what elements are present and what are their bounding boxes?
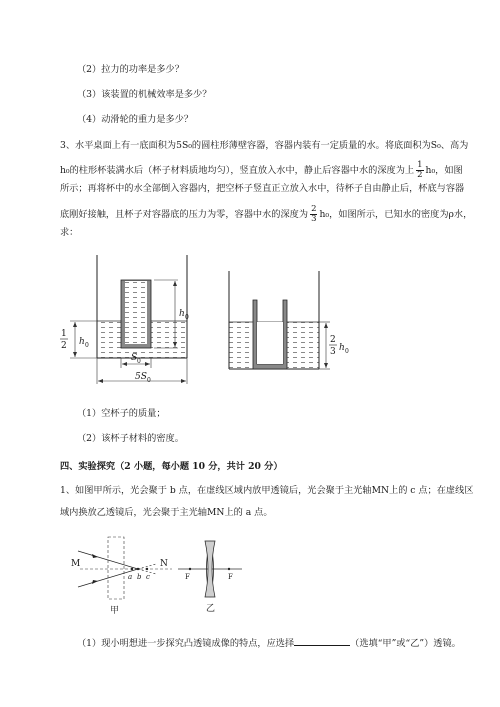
fraction-den: 2 [417,170,423,180]
label-yi: 乙 [206,604,216,614]
fraction-half [416,161,423,180]
label-N: N [160,559,168,569]
q1-text-a: （1）现小明想进一步探究凸透镜成像的特点，应选择 [77,638,295,649]
section4-heading: 四、实验探究（2 小题，每小题 10 分，共计 20 分） [60,461,283,472]
question-2: （2）拉力的功率是多少？ [77,64,184,75]
two-thirds-h-label: h [339,343,345,353]
problem3-line4-text: 底刚好接触，且杯子对容器底的压力为零，容器中水的深度为 [60,209,309,220]
label-F-right: F [228,573,233,581]
lens-panel-yi [178,541,242,614]
problem3-line5: 求： [60,227,79,238]
fraction-den: 3 [311,214,317,224]
half-h-sub: 0 [85,342,89,349]
section4-p1-line2: 域内换放乙透镜后，光会聚于主光轴MN上的 a 点。 [60,507,273,518]
problem3-sub1: （1）空杯子的质量； [77,408,166,419]
problem3-line1: 3、水平桌面上有一底面积为5S₀的圆柱形薄壁容器，容器内装有一定质量的水。将底面积为S₀、高为 [60,140,469,151]
problem3-line3: 所示；再将杯中的水全部倒入容器内，把空杯子竖直正立放入水中，待杯子自由静止后，杯底与容器 [60,183,465,194]
s0-label-sub: 0 [137,358,141,365]
two-thirds-num: 2 [330,335,336,345]
q1-text-b: （选填“甲”或“乙”）透镜。 [350,638,461,649]
5s0-label: 5S [135,372,147,382]
h0-label-sub: 0 [185,314,189,321]
question-3: （3）该装置的机械效率是多少？ [77,89,212,100]
label-c: c [146,573,150,581]
h0-label: h [179,309,185,319]
label-b: b [137,573,142,581]
s0-label: S [131,353,138,363]
fraction-two-thirds [310,205,317,224]
label-a: a [128,573,133,581]
problem3-line4 [60,205,472,224]
lens-panel-jia [71,537,172,616]
label-M: M [71,559,81,569]
problem3-line4-tail: h₀，如图所示，已知水的密度为ρ水， [319,209,473,220]
question-4: （4）动滑轮的重力是多少？ [77,114,194,125]
half-den: 2 [61,341,67,351]
label-jia: 甲 [110,606,120,616]
5s0-label-sub: 0 [147,377,151,384]
right-container [229,271,349,369]
problem3-line2 [60,161,463,180]
section4-q1 [77,636,461,650]
section4-p1-line1: 1、如图甲所示，光会聚于 b 点，在虚线区域内放甲透镜后，光会聚于主光轴MN上的 c 点；在虚线区 [60,485,474,496]
lens-figure [60,527,260,617]
problem3-line2-text: h₀的柱形杯装满水后（杯子材料质地均匀），竖直放入水中，静止后容器中水的深度为上 [60,165,415,176]
two-thirds-h-sub: 0 [345,348,349,355]
answer-blank[interactable] [294,636,350,646]
problem3-line2-tail: h₀，如图 [425,165,463,176]
fraction-num: 2 [311,204,317,214]
fraction-num: 1 [417,160,423,170]
label-F-left: F [185,573,190,581]
container-figure [60,250,360,390]
left-container [60,255,189,384]
two-thirds-den: 3 [330,347,336,357]
half-h-label: h [79,337,85,347]
half-num: 1 [61,329,67,339]
problem3-sub2: （2）该杯子材料的密度。 [77,433,184,444]
